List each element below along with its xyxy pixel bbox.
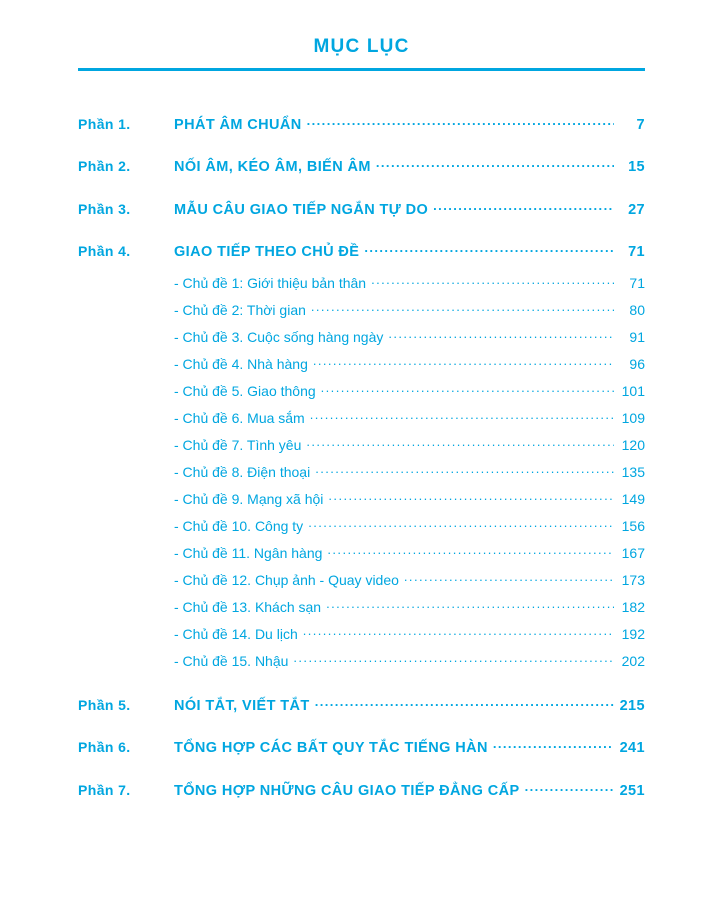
toc-subentry[interactable] — [78, 458, 645, 485]
dot-leader — [493, 738, 614, 753]
subentry-title: - Chủ đề 2: Thời gian — [174, 302, 306, 318]
toc-subentry[interactable] — [78, 269, 645, 296]
dot-leader — [307, 114, 614, 129]
dot-leader — [293, 652, 614, 666]
subentry-title: - Chủ đề 11. Ngân hàng — [174, 545, 323, 561]
dot-leader — [315, 463, 614, 477]
dot-leader — [328, 490, 614, 504]
toc-part — [78, 686, 645, 723]
toc-entry[interactable] — [78, 190, 645, 227]
toc-entry[interactable] — [78, 729, 645, 766]
dot-leader — [315, 695, 614, 710]
page-number: 7 — [636, 116, 645, 133]
toc-subentry[interactable] — [78, 296, 645, 323]
subentry-title: - Chủ đề 14. Du lịch — [174, 626, 298, 642]
page-number: 192 — [621, 626, 645, 642]
page-number: 80 — [629, 302, 645, 318]
toc-subentry[interactable] — [78, 512, 645, 539]
subentry-title: - Chủ đề 8. Điện thoại — [174, 464, 311, 480]
page-number: 109 — [621, 410, 645, 426]
part-title: PHÁT ÂM CHUẨN — [174, 116, 302, 133]
part-title: TỔNG HỢP NHỮNG CÂU GIAO TIẾP ĐẲNG CẤP — [174, 782, 520, 799]
dot-leader — [404, 571, 614, 585]
subentry-title: - Chủ đề 6. Mua sắm — [174, 410, 305, 426]
toc-part — [78, 105, 645, 142]
dot-leader — [388, 328, 614, 342]
page-number: 135 — [621, 464, 645, 480]
toc-entry[interactable] — [78, 771, 645, 808]
page-number: 202 — [621, 653, 645, 669]
page-number: 167 — [621, 545, 645, 561]
dot-leader — [308, 517, 614, 531]
toc-part — [78, 148, 645, 185]
page-number: 215 — [619, 697, 645, 714]
toc-entry[interactable] — [78, 148, 645, 185]
dot-leader — [311, 301, 614, 315]
dot-leader — [433, 199, 614, 214]
dot-leader — [371, 274, 614, 288]
part-title: TỔNG HỢP CÁC BẤT QUY TẮC TIẾNG HÀN — [174, 740, 488, 756]
subentry-title: - Chủ đề 10. Công ty — [174, 518, 304, 534]
part-title: MẪU CÂU GIAO TIẾP NGẮN TỰ DO — [174, 201, 429, 218]
page-number: 101 — [621, 383, 645, 399]
toc-subentry[interactable] — [78, 539, 645, 566]
dot-leader — [376, 157, 614, 172]
toc-subentry[interactable] — [78, 566, 645, 593]
page-number: 251 — [619, 782, 645, 799]
dot-leader — [326, 598, 614, 612]
subentry-title: - Chủ đề 7. Tình yêu — [174, 437, 302, 453]
toc-subentry[interactable] — [78, 350, 645, 377]
page-title: MỤC LỤC — [313, 36, 410, 57]
dot-leader — [525, 780, 614, 795]
part-title: NÓI TẮT, VIẾT TẮT — [174, 697, 310, 714]
page-number: 149 — [621, 491, 645, 507]
toc-entry[interactable] — [78, 233, 645, 270]
subentry-title: - Chủ đề 4. Nhà hàng — [174, 356, 308, 372]
toc-subentry[interactable] — [78, 431, 645, 458]
page-number: 27 — [628, 201, 645, 218]
dot-leader — [364, 242, 614, 257]
toc-part — [78, 233, 645, 675]
subentry-title: - Chủ đề 13. Khách sạn — [174, 599, 322, 615]
page-number: 71 — [629, 275, 645, 291]
dot-leader — [313, 355, 614, 369]
subentry-title: - Chủ đề 1: Giới thiệu bản thân — [174, 275, 367, 291]
toc-entry[interactable] — [78, 686, 645, 723]
part-title: GIAO TIẾP THEO CHỦ ĐỀ — [174, 244, 360, 260]
subentry-title: - Chủ đề 5. Giao thông — [174, 383, 316, 399]
part-label: Phần 2. — [78, 158, 131, 174]
page-number: 71 — [628, 244, 645, 260]
part-label: Phần 4. — [78, 243, 131, 259]
part-label: Phần 6. — [78, 739, 131, 755]
subentry-title: - Chủ đề 12. Chụp ảnh - Quay video — [174, 572, 399, 588]
page-number: 156 — [621, 518, 645, 534]
toc-part — [78, 729, 645, 766]
page-number: 91 — [629, 329, 645, 345]
toc-part — [78, 771, 645, 808]
toc-list — [78, 105, 645, 808]
spacer — [78, 674, 645, 686]
dot-leader — [310, 409, 614, 423]
toc-subentry[interactable] — [78, 593, 645, 620]
toc-subentry[interactable] — [78, 404, 645, 431]
page-number: 182 — [621, 599, 645, 615]
toc-subentry[interactable] — [78, 647, 645, 674]
toc-part — [78, 190, 645, 227]
toc-subentry[interactable] — [78, 620, 645, 647]
page-number: 241 — [619, 740, 645, 756]
page-number: 15 — [628, 159, 645, 175]
subentry-title: - Chủ đề 15. Nhậu — [174, 653, 289, 669]
page-number: 96 — [629, 356, 645, 372]
part-label: Phần 5. — [78, 696, 131, 713]
subentry-title: - Chủ đề 3. Cuộc sống hàng ngày — [174, 329, 384, 345]
dot-leader — [303, 625, 614, 639]
toc-subentry[interactable] — [78, 485, 645, 512]
title-divider — [78, 68, 645, 71]
part-label: Phần 7. — [78, 781, 131, 798]
page-number: 173 — [621, 572, 645, 588]
dot-leader — [321, 382, 614, 396]
subentry-title: - Chủ đề 9. Mạng xã hội — [174, 491, 324, 507]
page-number: 120 — [621, 437, 645, 453]
part-title: NỐI ÂM, KÉO ÂM, BIẾN ÂM — [174, 159, 371, 175]
toc-entry[interactable] — [78, 105, 645, 142]
dot-leader — [306, 436, 614, 450]
toc-subentry[interactable] — [78, 377, 645, 404]
dot-leader — [327, 544, 614, 558]
part-label: Phần 1. — [78, 115, 131, 132]
part-label: Phần 3. — [78, 200, 131, 217]
toc-subentry[interactable] — [78, 323, 645, 350]
